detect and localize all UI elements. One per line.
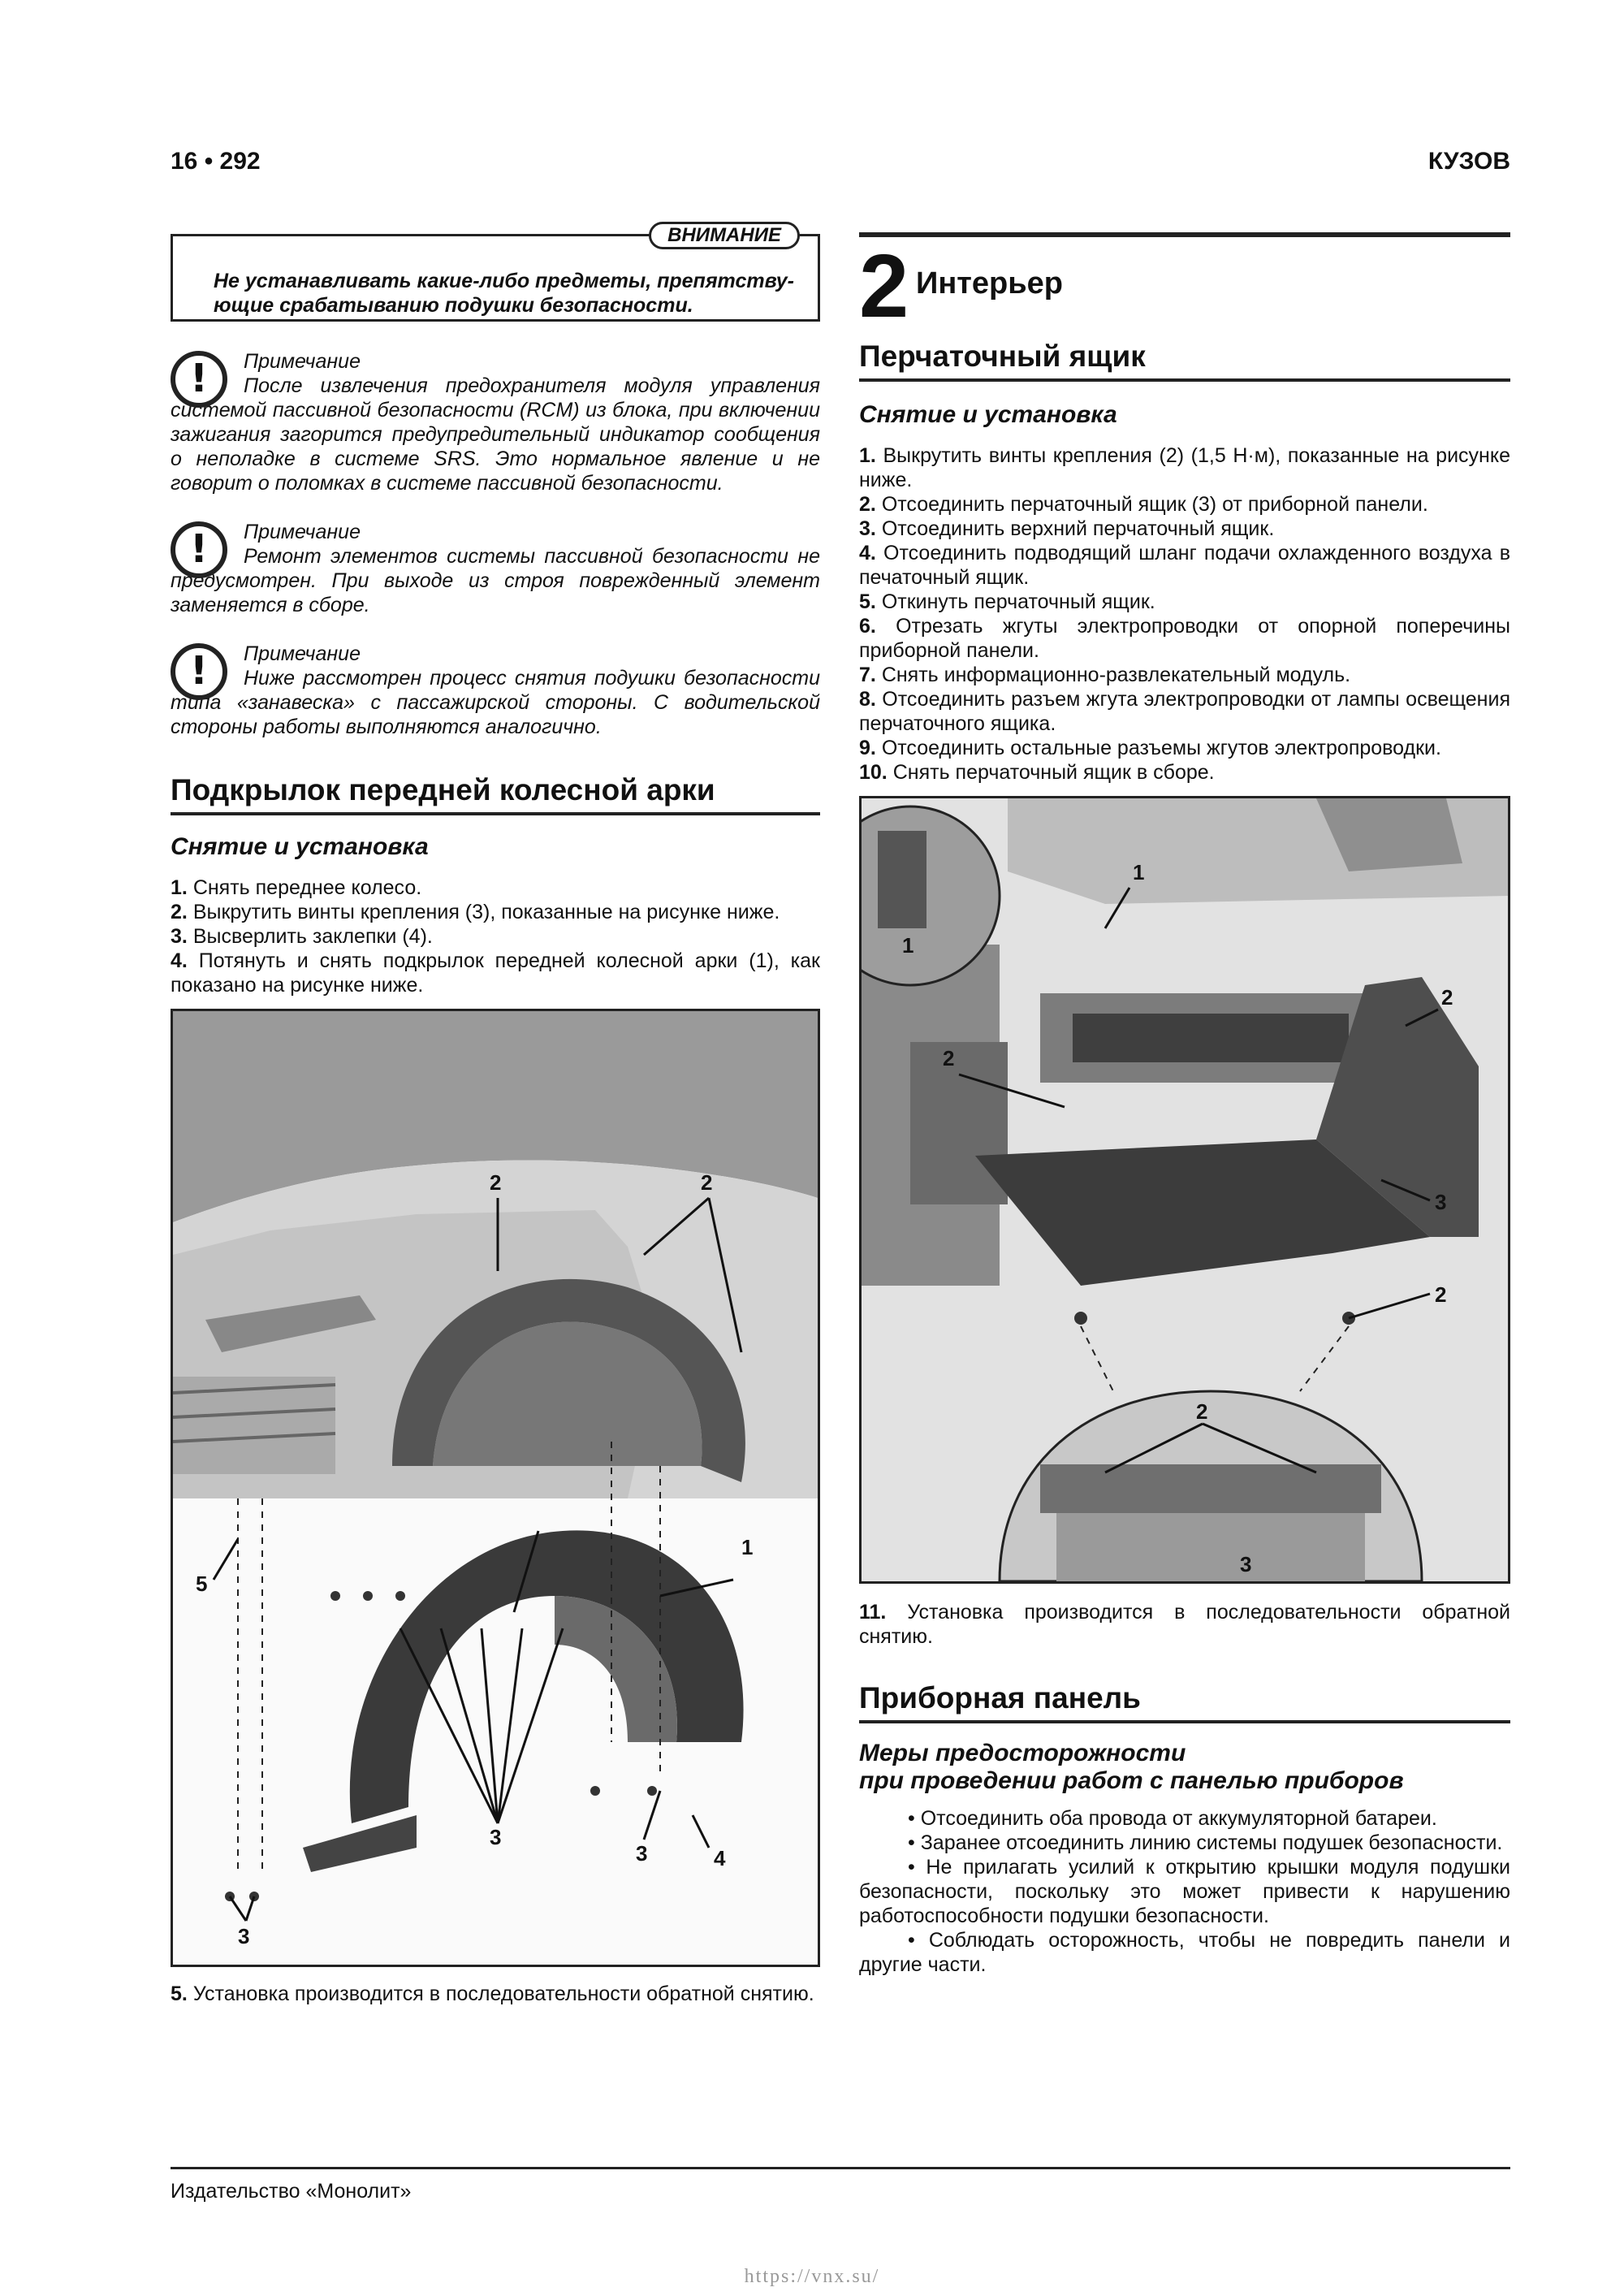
list-item: 1. Снять переднее колесо. — [171, 876, 422, 899]
list-item: 5. Установка производится в последовательности обратной снятию. — [171, 1983, 814, 2005]
list-item: 10. Снять перчаточный ящик в сборе. — [859, 761, 1215, 784]
callout-2: 2 — [1435, 1282, 1447, 1307]
exclamation-icon: ! — [171, 351, 227, 408]
list-item: 8. Отсоединить разъем жгута электропроводки от лампы освещения перчаточного ящика. — [859, 688, 1510, 735]
watermark[interactable]: https://vnx.su/ — [744, 2266, 880, 2287]
glovebox-heading: Перчаточный ящик — [859, 339, 1510, 382]
warning-label: ВНИМАНИЕ — [649, 222, 800, 249]
fender-liner-illustration — [173, 1011, 818, 1965]
dashboard-heading: Приборная панель — [859, 1681, 1510, 1723]
section-name: КУЗОВ — [1427, 148, 1510, 175]
note-1 — [171, 349, 820, 495]
callout-3: 3 — [1435, 1190, 1447, 1214]
callout-2: 2 — [701, 1170, 713, 1195]
callout-1: 1 — [741, 1535, 754, 1559]
page-header — [171, 148, 1510, 180]
list-item: 1. Выкрутить винты крепления (2) (1,5 Н·м), показанные на рисунке ниже. — [859, 444, 1510, 491]
callout-1: 1 — [1133, 860, 1145, 884]
callout-1: 1 — [902, 933, 914, 958]
dashboard-subheading-1: Меры предосторожности — [859, 1740, 1186, 1766]
callout-3: 3 — [490, 1825, 502, 1849]
exclamation-icon: ! — [171, 643, 227, 700]
callout-2: 2 — [1441, 985, 1453, 1010]
glovebox-final-step — [859, 1600, 1510, 1649]
list-item: 4. Потянуть и снять подкрылок передней колесной арки (1), как показано на рисунке ниже. — [171, 949, 820, 997]
left-column — [171, 219, 820, 2006]
glovebox-subheading: Снятие и установка — [859, 401, 1117, 428]
chapter-number: 2 — [859, 236, 909, 336]
glovebox-steps — [859, 443, 1510, 785]
note-text: Ремонт элементов системы пассивной безопасности не предусмотрен. При выходе из строя поврежденный элемент заменяется в сборе. — [171, 545, 820, 616]
dashboard-bullets — [859, 1806, 1510, 1977]
note-text: Ниже рассмотрен процесс снятия подушки безопасности типа «занавеска» с пассажирской стороны. С водительской стороны работы выполняются аналогично. — [171, 667, 820, 738]
list-item: 3. Высверлить заклепки (4). — [171, 925, 433, 948]
callout-2: 2 — [1196, 1399, 1208, 1424]
list-item: • Отсоединить оба провода от аккумуляторной батареи. — [908, 1807, 1437, 1830]
fender-subheading: Снятие и установка — [171, 833, 429, 860]
list-item: 4. Отсоединить подводящий шланг подачи охлажденного воздуха в печаточный ящик. — [859, 542, 1510, 589]
warning-text: Не устанавливать какие-либо предметы, препятствующие срабатыванию подушки безопасности. — [214, 270, 794, 317]
list-item: 3. Отсоединить верхний перчаточный ящик. — [859, 517, 1275, 540]
callout-2: 2 — [490, 1170, 502, 1195]
glovebox-figure — [859, 796, 1510, 1584]
note-text: После извлечения предохранителя модуля управления системой пассивной безопасности (RCM) из блока, при включении зажигания загорится предупредительный индикатор сообщения о неполадке в системе SRS. Это нормальное явление и не говорит о поломках в системе пассивной безопасности. — [171, 374, 820, 495]
note-title: Примечание — [244, 350, 361, 373]
list-item: • Не прилагать усилий к открытию крышки модуля подушки безопасности, поскольку это может привести к нарушению работоспособности подушки безопасности. — [859, 1856, 1510, 1927]
dashboard-subheading-2: при проведении работ с панелью приборов — [859, 1767, 1404, 1794]
list-item: • Заранее отсоединить линию системы подушек безопасности. — [908, 1831, 1503, 1854]
list-item: 5. Откинуть перчаточный ящик. — [859, 590, 1155, 613]
list-item: • Соблюдать осторожность, чтобы не повредить панели и другие части. — [859, 1929, 1510, 1976]
note-2 — [171, 520, 820, 617]
chapter-heading — [859, 232, 1510, 336]
page-number: 16 • 292 — [171, 148, 261, 175]
note-3 — [171, 642, 820, 739]
list-item: 11. Установка производится в последовательности обратной снятию. — [859, 1601, 1510, 1648]
warning-box — [171, 224, 820, 322]
fender-steps — [171, 876, 820, 997]
note-title: Примечание — [244, 642, 361, 665]
callout-3: 3 — [1240, 1552, 1252, 1576]
callout-5: 5 — [196, 1572, 208, 1596]
footer-divider — [171, 2167, 1510, 2169]
callout-3: 3 — [636, 1841, 648, 1866]
list-item: 7. Снять информационно-развлекательный модуль. — [859, 664, 1351, 686]
callout-2: 2 — [943, 1046, 955, 1070]
right-column — [859, 219, 1510, 1977]
list-item: 9. Отсоединить остальные разъемы жгутов электропроводки. — [859, 737, 1441, 759]
fender-liner-figure — [171, 1009, 820, 1967]
publisher: Издательство «Монолит» — [171, 2180, 412, 2203]
list-item: 2. Отсоединить перчаточный ящик (3) от приборной панели. — [859, 493, 1428, 516]
chapter-title: Интерьер — [916, 266, 1063, 301]
fender-final-step — [171, 1982, 820, 2006]
list-item: 6. Отрезать жгуты электропроводки от опорной поперечины приборной панели. — [859, 615, 1510, 662]
callout-4: 4 — [714, 1846, 726, 1870]
note-title: Примечание — [244, 521, 361, 543]
glovebox-illustration — [862, 798, 1508, 1581]
exclamation-icon: ! — [171, 521, 227, 578]
list-item: 2. Выкрутить винты крепления (3), показанные на рисунке ниже. — [171, 901, 780, 923]
callout-3: 3 — [238, 1924, 250, 1948]
fender-heading: Подкрылок передней колесной арки — [171, 773, 820, 815]
